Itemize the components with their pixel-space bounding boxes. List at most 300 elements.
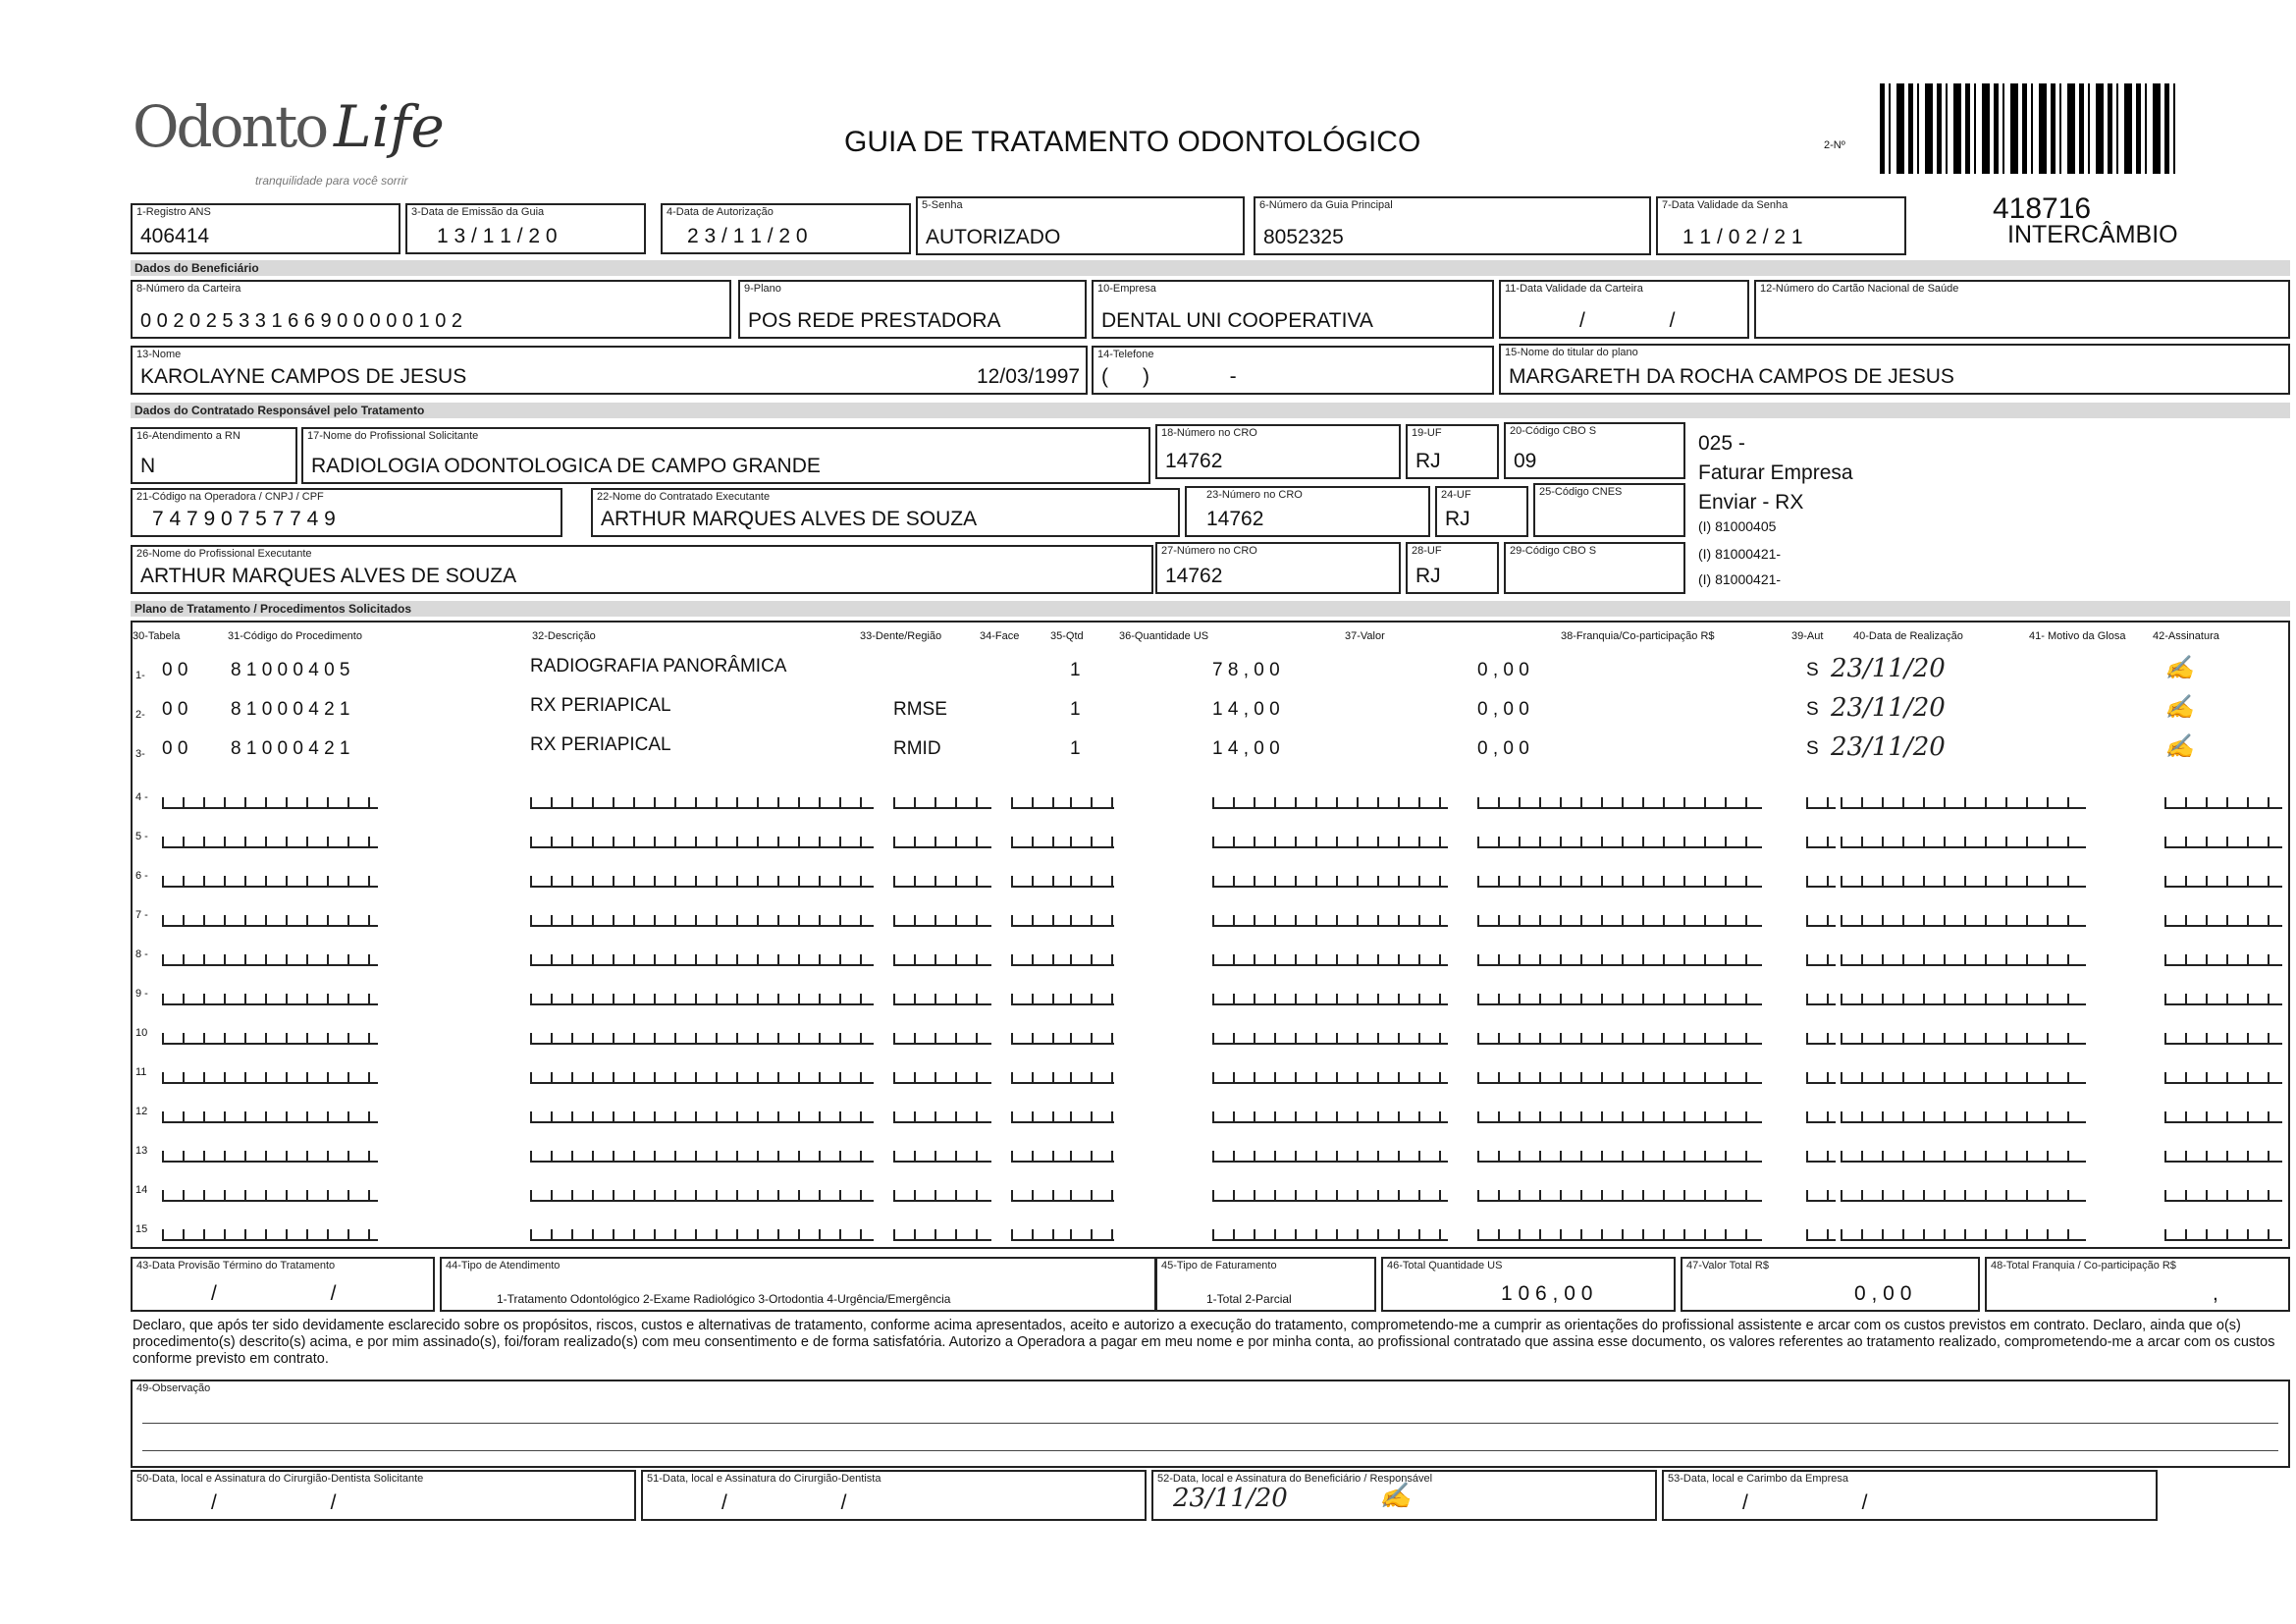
- row-input-line[interactable]: [162, 1111, 378, 1123]
- row-qtd: 1: [1070, 738, 1081, 759]
- row-input-line[interactable]: [1477, 1151, 1762, 1163]
- row-input-line[interactable]: [1806, 1190, 1836, 1202]
- row-number: 5 -: [135, 831, 148, 842]
- cbo-prof-field[interactable]: [1504, 542, 1685, 594]
- titular-value: MARGARETH DA ROCHA CAMPOS DE JESUS: [1509, 365, 1954, 388]
- executante-value: ARTHUR MARQUES ALVES DE SOUZA: [601, 508, 978, 530]
- row-input-line[interactable]: [1806, 1072, 1836, 1084]
- signature-solicitante-field[interactable]: [131, 1470, 636, 1521]
- atendimento-rn-label: 16-Atendimento a RN: [136, 430, 240, 442]
- declaration-text: Declaro, que após ter sido devidamente esclarecido sobre os propósitos, riscos, custos e alternativas de tratamento, conforme acima apresentados, aceito e autorizo a execução do tratamento, comprometendo-me a cumprir as orientações do profissional assistente e arcar com os custos previstos em contrato. Declaro, ainda que o(s) procedimento(s) descrito(s) acima, e por mim assinado(s), foi/foram realizado(s) com meu consentimento e de forma satisfatória. Autorizo a Operadora a pagar em meu nome e por minha conta, ao profissional contratado que assina esse documento, os valores referentes ao tratamento realizado, comprometendo-me a arcar com os custos conforme previsto em contrato.: [133, 1318, 2275, 1367]
- row-input-line[interactable]: [1477, 1111, 1762, 1123]
- row-input-line[interactable]: [893, 1033, 991, 1045]
- executante-field[interactable]: [591, 488, 1180, 537]
- solicitante-value: RADIOLOGIA ODONTOLOGICA DE CAMPO GRANDE: [311, 455, 821, 477]
- solicitante-field[interactable]: [301, 427, 1150, 484]
- row-input-line[interactable]: [530, 1151, 874, 1163]
- uf-solicitante-value: RJ: [1415, 450, 1441, 472]
- row-us: 1 4 , 0 0: [1212, 699, 1280, 720]
- row-input-line[interactable]: [162, 1033, 378, 1045]
- row-tabela: 0 0: [162, 738, 188, 759]
- row-input-line[interactable]: [1806, 994, 1836, 1005]
- table-row[interactable]: [133, 893, 2287, 931]
- tipo-faturamento-field[interactable]: [1155, 1257, 1376, 1312]
- row-input-line[interactable]: [893, 1229, 991, 1241]
- row-input-line[interactable]: [1841, 876, 2086, 888]
- side-note-1: 025 -: [1698, 432, 1745, 455]
- row-input-line[interactable]: [2164, 994, 2282, 1005]
- row-input-line[interactable]: [162, 1190, 378, 1202]
- row-input-line[interactable]: [1477, 954, 1762, 966]
- table-row[interactable]: [133, 972, 2287, 1009]
- row-input-line[interactable]: [893, 1111, 991, 1123]
- validade-senha-value: 1 1 / 0 2 / 2 1: [1682, 226, 1803, 248]
- signature-dentista-field[interactable]: [641, 1470, 1147, 1521]
- row-input-line[interactable]: [1212, 915, 1448, 927]
- plano-field[interactable]: [738, 280, 1087, 339]
- row-data: 23/11/20: [1831, 693, 1946, 723]
- row-input-line[interactable]: [1212, 994, 1448, 1005]
- total-franquia-label: 48-Total Franquia / Co-participação R$: [1991, 1260, 2176, 1272]
- data-autorizacao-field[interactable]: [661, 203, 911, 254]
- solicitante-label: 17-Nome do Profissional Solicitante: [307, 430, 479, 442]
- uf-prof-field[interactable]: [1406, 542, 1499, 594]
- row-input-line[interactable]: [1477, 1033, 1762, 1045]
- beneficiario-signature-icon: ✍: [1379, 1482, 1412, 1511]
- logo-name-a: Odonto: [133, 93, 327, 160]
- cro-solicitante-label: 18-Número no CRO: [1161, 427, 1257, 439]
- senha-field[interactable]: [916, 196, 1245, 255]
- row-input-line[interactable]: [162, 1151, 378, 1163]
- signature-beneficiario-label: 52-Data, local e Assinatura do Beneficiário / Responsável: [1157, 1473, 1433, 1485]
- row-descricao: RX PERIAPICAL: [530, 695, 671, 716]
- observacao-label: 49-Observação: [136, 1382, 211, 1394]
- row-input-line[interactable]: [1212, 1190, 1448, 1202]
- row-input-line[interactable]: [1806, 954, 1836, 966]
- row-input-line[interactable]: [2164, 954, 2282, 966]
- row-input-line[interactable]: [1212, 1151, 1448, 1163]
- row-input-line[interactable]: [1070, 1072, 1114, 1084]
- nome-value: KAROLAYNE CAMPOS DE JESUS: [140, 365, 467, 388]
- logo-tagline: tranquilidade para você sorrir: [255, 174, 408, 188]
- row-input-line[interactable]: [162, 994, 378, 1005]
- col-face: 34-Face: [980, 630, 1020, 642]
- row-input-line[interactable]: [1070, 876, 1114, 888]
- logo: [133, 93, 447, 191]
- row-data: 23/11/20: [1831, 732, 1946, 762]
- row-input-line[interactable]: [1806, 876, 1836, 888]
- row-input-line[interactable]: [1841, 954, 2086, 966]
- col-franquia: 38-Franquia/Co-participação R$: [1561, 630, 1715, 642]
- cro-executante-field[interactable]: [1185, 486, 1430, 537]
- col-us: 36-Quantidade US: [1119, 630, 1209, 642]
- empresa-value: DENTAL UNI COOPERATIVA: [1101, 309, 1373, 332]
- row-input-line[interactable]: [893, 837, 991, 848]
- row-input-line[interactable]: [893, 1190, 991, 1202]
- row-us: 7 8 , 0 0: [1212, 660, 1280, 680]
- data-autorizacao-label: 4-Data de Autorização: [667, 206, 774, 218]
- row-input-line[interactable]: [1841, 1190, 2086, 1202]
- row-input-line[interactable]: [1070, 915, 1114, 927]
- atendimento-rn-field[interactable]: [131, 427, 297, 484]
- row-signature-icon: ✍: [2164, 654, 2194, 681]
- cartao-sus-label: 12-Número do Cartão Nacional de Saúde: [1760, 283, 1959, 295]
- row-number: 7 -: [135, 909, 148, 921]
- table-row[interactable]: [133, 1129, 2287, 1166]
- data-emissao-field[interactable]: [405, 203, 646, 254]
- table-row[interactable]: [133, 1208, 2287, 1245]
- observacao-field[interactable]: [131, 1380, 2290, 1468]
- row-input-line[interactable]: [1806, 1229, 1836, 1241]
- row-input-line[interactable]: [530, 1229, 874, 1241]
- row-number: 6 -: [135, 870, 148, 882]
- row-number: 8 -: [135, 948, 148, 960]
- col-glosa: 41- Motivo da Glosa: [2029, 630, 2126, 642]
- uf-executante-field[interactable]: [1435, 486, 1528, 537]
- uf-prof-value: RJ: [1415, 565, 1441, 587]
- tipo-atendimento-value: 1-Tratamento Odontológico 2-Exame Radiológico 3-Ortodontia 4-Urgência/Emergência: [497, 1292, 951, 1306]
- row-input-line[interactable]: [530, 1072, 874, 1084]
- signature-dentista-label: 51-Data, local e Assinatura do Cirurgião-Dentista: [647, 1473, 881, 1485]
- row-input-line[interactable]: [1477, 797, 1762, 809]
- plano-label: 9-Plano: [744, 283, 781, 295]
- carteira-field[interactable]: [131, 280, 731, 339]
- cro-prof-value: 14762: [1165, 565, 1223, 587]
- row-input-line[interactable]: [530, 1033, 874, 1045]
- validade-carteira-field[interactable]: [1499, 280, 1749, 339]
- table-row[interactable]: [133, 933, 2287, 970]
- row-number: 3-: [135, 748, 145, 760]
- row-input-line[interactable]: [1841, 1033, 2086, 1045]
- row-input-line[interactable]: [162, 1072, 378, 1084]
- row-input-line[interactable]: [1011, 1190, 1070, 1202]
- row-input-line[interactable]: [1841, 837, 2086, 848]
- executante-label: 22-Nome do Contratado Executante: [597, 491, 771, 503]
- total-franquia-field[interactable]: [1985, 1257, 2290, 1312]
- cbo-solicitante-value: 09: [1514, 450, 1537, 472]
- row-input-line[interactable]: [893, 1151, 991, 1163]
- row-number: 14: [135, 1184, 148, 1196]
- table-row[interactable]: [133, 1168, 2287, 1206]
- col-assinatura: 42-Assinatura: [2153, 630, 2219, 642]
- row-qtd: 1: [1070, 660, 1081, 680]
- row-input-line[interactable]: [530, 915, 874, 927]
- prof-executante-field[interactable]: [131, 545, 1153, 594]
- signature-empresa-field[interactable]: [1662, 1470, 2158, 1521]
- total-us-field[interactable]: [1381, 1257, 1676, 1312]
- row-input-line[interactable]: [1070, 837, 1114, 848]
- guide-number: 418716: [1993, 192, 2092, 225]
- empresa-field[interactable]: [1092, 280, 1494, 339]
- nome-field[interactable]: [131, 346, 1088, 395]
- row-input-line[interactable]: [1841, 1151, 2086, 1163]
- row-input-line[interactable]: [1477, 915, 1762, 927]
- row-input-line[interactable]: [1011, 1151, 1070, 1163]
- table-row[interactable]: [133, 695, 2287, 732]
- row-input-line[interactable]: [1070, 1190, 1114, 1202]
- row-franquia: 0 , 0 0: [1477, 660, 1529, 680]
- row-input-line[interactable]: [1806, 837, 1836, 848]
- uf-executante-value: RJ: [1445, 508, 1470, 530]
- row-input-line[interactable]: [1011, 1111, 1070, 1123]
- row-dente: RMSE: [893, 699, 947, 720]
- row-input-line[interactable]: [2164, 876, 2282, 888]
- row-input-line[interactable]: [893, 994, 991, 1005]
- signature-empresa-label: 53-Data, local e Carimbo da Empresa: [1668, 1473, 1849, 1485]
- side-note-3: Enviar - RX: [1698, 491, 1804, 514]
- empty-rows: [133, 776, 2287, 1247]
- titular-field[interactable]: [1499, 344, 2290, 395]
- guide-number-label: 2-Nº: [1824, 139, 1845, 151]
- row-input-line[interactable]: [1011, 1229, 1070, 1241]
- table-row[interactable]: [133, 854, 2287, 892]
- row-input-line[interactable]: [1011, 994, 1070, 1005]
- row-input-line[interactable]: [1806, 1033, 1836, 1045]
- page-title: GUIA DE TRATAMENTO ODONTOLÓGICO: [844, 126, 1421, 158]
- row-input-line[interactable]: [893, 1072, 991, 1084]
- signature-beneficiario-value: 23/11/20: [1173, 1484, 1288, 1513]
- row-input-line[interactable]: [162, 915, 378, 927]
- row-input-line[interactable]: [530, 876, 874, 888]
- row-number: 15: [135, 1223, 148, 1235]
- row-codigo: 8 1 0 0 0 4 2 1: [231, 738, 350, 759]
- atendimento-rn-value: N: [140, 455, 156, 477]
- row-input-line[interactable]: [1070, 1033, 1114, 1045]
- telefone-value: ( ) -: [1101, 365, 1237, 388]
- row-input-line[interactable]: [530, 1190, 874, 1202]
- row-input-line[interactable]: [1841, 915, 2086, 927]
- cro-executante-value: 14762: [1206, 508, 1264, 530]
- cro-solicitante-field[interactable]: [1155, 424, 1401, 479]
- col-qtd: 35-Qtd: [1050, 630, 1084, 642]
- row-input-line[interactable]: [162, 954, 378, 966]
- row-aut: S: [1806, 660, 1819, 680]
- row-input-line[interactable]: [1011, 797, 1070, 809]
- side-note-2: Faturar Empresa: [1698, 461, 1853, 484]
- row-number: 4 -: [135, 791, 148, 803]
- row-input-line[interactable]: [1070, 797, 1114, 809]
- guia-principal-label: 6-Número da Guia Principal: [1259, 199, 1393, 211]
- col-descricao: 32-Descrição: [532, 630, 596, 642]
- row-input-line[interactable]: [530, 1111, 874, 1123]
- uf-prof-label: 28-UF: [1412, 545, 1442, 557]
- side-note-6: (I) 81000421-: [1698, 571, 1782, 587]
- row-input-line[interactable]: [1841, 994, 2086, 1005]
- row-input-line[interactable]: [1011, 954, 1070, 966]
- row-input-line[interactable]: [1806, 797, 1836, 809]
- previsao-label: 43-Data Provisão Término do Tratamento: [136, 1260, 336, 1272]
- table-row[interactable]: [133, 815, 2287, 852]
- uf-solicitante-field[interactable]: [1406, 424, 1499, 479]
- row-input-line[interactable]: [1806, 1111, 1836, 1123]
- row-input-line[interactable]: [1841, 797, 2086, 809]
- row-input-line[interactable]: [162, 837, 378, 848]
- guia-principal-field[interactable]: [1254, 196, 1651, 255]
- row-input-line[interactable]: [530, 954, 874, 966]
- row-input-line[interactable]: [530, 994, 874, 1005]
- row-franquia: 0 , 0 0: [1477, 699, 1529, 720]
- col-tabela: 30-Tabela: [133, 630, 181, 642]
- cbo-solicitante-field[interactable]: [1504, 422, 1685, 479]
- prof-executante-label: 26-Nome do Profissional Executante: [136, 548, 312, 560]
- row-input-line[interactable]: [1477, 1229, 1762, 1241]
- row-input-line[interactable]: [2164, 1033, 2282, 1045]
- row-input-line[interactable]: [2164, 1190, 2282, 1202]
- row-input-line[interactable]: [2164, 1229, 2282, 1241]
- row-input-line[interactable]: [893, 797, 991, 809]
- table-row[interactable]: [133, 734, 2287, 772]
- table-row[interactable]: [133, 1011, 2287, 1049]
- row-descricao: RADIOGRAFIA PANORÂMICA: [530, 656, 787, 677]
- row-input-line[interactable]: [1806, 915, 1836, 927]
- total-us-label: 46-Total Quantidade US: [1387, 1260, 1503, 1272]
- row-input-line[interactable]: [1212, 1033, 1448, 1045]
- previsao-field[interactable]: [131, 1257, 435, 1312]
- telefone-field[interactable]: [1092, 346, 1494, 395]
- row-input-line[interactable]: [162, 1229, 378, 1241]
- senha-label: 5-Senha: [922, 199, 963, 211]
- logo-name-b: Life: [334, 93, 445, 160]
- row-input-line[interactable]: [1011, 915, 1070, 927]
- section-contratado: Dados do Contratado Responsável pelo Tratamento: [131, 403, 2290, 418]
- cnes-field[interactable]: [1533, 483, 1685, 537]
- row-aut: S: [1806, 738, 1819, 759]
- tipo-atendimento-label: 44-Tipo de Atendimento: [446, 1260, 561, 1272]
- cpf-field[interactable]: [131, 488, 562, 537]
- nome-label: 13-Nome: [136, 349, 182, 360]
- row-input-line[interactable]: [1841, 1072, 2086, 1084]
- col-codigo: 31-Código do Procedimento: [228, 630, 362, 642]
- row-input-line[interactable]: [1212, 1111, 1448, 1123]
- previsao-value: / /: [211, 1282, 391, 1305]
- row-input-line[interactable]: [1477, 1072, 1762, 1084]
- cbo-solicitante-label: 20-Código CBO S: [1510, 425, 1597, 437]
- carteira-label: 8-Número da Carteira: [136, 283, 241, 295]
- row-input-line[interactable]: [893, 954, 991, 966]
- row-input-line[interactable]: [2164, 1111, 2282, 1123]
- registro-ans-label: 1-Registro ANS: [136, 206, 211, 218]
- signature-beneficiario-field[interactable]: [1151, 1470, 1657, 1521]
- table-row[interactable]: [133, 656, 2287, 693]
- signature-solicitante-value: / /: [211, 1491, 391, 1514]
- row-number: 2-: [135, 709, 145, 721]
- row-input-line[interactable]: [1477, 876, 1762, 888]
- row-input-line[interactable]: [1011, 1072, 1070, 1084]
- row-input-line[interactable]: [1070, 1229, 1114, 1241]
- validade-carteira-value: / /: [1579, 309, 1715, 332]
- row-input-line[interactable]: [1477, 837, 1762, 848]
- section-plano: Plano de Tratamento / Procedimentos Solicitados: [131, 601, 2290, 617]
- row-input-line[interactable]: [1477, 1190, 1762, 1202]
- row-number: 1-: [135, 670, 145, 681]
- titular-label: 15-Nome do titular do plano: [1505, 347, 1638, 358]
- row-input-line[interactable]: [2164, 837, 2282, 848]
- row-input-line[interactable]: [1212, 1072, 1448, 1084]
- row-input-line[interactable]: [1011, 1033, 1070, 1045]
- row-input-line[interactable]: [1011, 876, 1070, 888]
- row-us: 1 4 , 0 0: [1212, 738, 1280, 759]
- cro-solicitante-value: 14762: [1165, 450, 1223, 472]
- row-input-line[interactable]: [2164, 915, 2282, 927]
- row-dente: RMID: [893, 738, 941, 759]
- row-input-line[interactable]: [1212, 1229, 1448, 1241]
- valor-total-field[interactable]: [1681, 1257, 1980, 1312]
- row-input-line[interactable]: [893, 915, 991, 927]
- table-row[interactable]: [133, 776, 2287, 813]
- row-input-line[interactable]: [1212, 876, 1448, 888]
- row-input-line[interactable]: [1212, 797, 1448, 809]
- signature-solicitante-label: 50-Data, local e Assinatura do Cirurgião-Dentista Solicitante: [136, 1473, 424, 1485]
- table-row[interactable]: [133, 1090, 2287, 1127]
- plano-value: POS REDE PRESTADORA: [748, 309, 1001, 332]
- data-emissao-label: 3-Data de Emissão da Guia: [411, 206, 545, 218]
- col-data: 40-Data de Realização: [1853, 630, 1963, 642]
- table-row[interactable]: [133, 1051, 2287, 1088]
- col-dente: 33-Dente/Região: [860, 630, 942, 642]
- data-emissao-value: 1 3 / 1 1 / 2 0: [437, 225, 558, 247]
- tipo-faturamento-value: 1-Total 2-Parcial: [1206, 1292, 1292, 1306]
- cpf-value: 7 4 7 9 0 7 5 7 7 4 9: [152, 508, 336, 530]
- row-input-line[interactable]: [1477, 994, 1762, 1005]
- row-aut: S: [1806, 699, 1819, 720]
- row-input-line[interactable]: [1011, 837, 1070, 848]
- row-codigo: 8 1 0 0 0 4 0 5: [231, 660, 350, 680]
- row-input-line[interactable]: [2164, 797, 2282, 809]
- row-input-line[interactable]: [1070, 954, 1114, 966]
- validade-senha-field[interactable]: [1656, 196, 1906, 255]
- row-qtd: 1: [1070, 699, 1081, 720]
- row-input-line[interactable]: [1070, 1111, 1114, 1123]
- cro-prof-field[interactable]: [1155, 542, 1401, 594]
- row-input-line[interactable]: [1070, 994, 1114, 1005]
- row-input-line[interactable]: [893, 876, 991, 888]
- row-input-line[interactable]: [2164, 1072, 2282, 1084]
- row-number: 11: [135, 1066, 147, 1078]
- side-note-5: (I) 81000421-: [1698, 546, 1782, 562]
- tipo-faturamento-label: 45-Tipo de Faturamento: [1161, 1260, 1277, 1272]
- row-input-line[interactable]: [530, 797, 874, 809]
- registro-ans-field[interactable]: [131, 203, 400, 254]
- row-input-line[interactable]: [1841, 1111, 2086, 1123]
- validade-carteira-label: 11-Data Validade da Carteira: [1505, 283, 1643, 295]
- row-input-line[interactable]: [530, 837, 874, 848]
- row-input-line[interactable]: [1212, 837, 1448, 848]
- birth-date: 12/03/1997: [977, 365, 1081, 388]
- guide-type: INTERCÂMBIO: [2007, 221, 2178, 248]
- cro-executante-label: 23-Número no CRO: [1206, 489, 1303, 501]
- cro-prof-label: 27-Número no CRO: [1161, 545, 1257, 557]
- cartao-sus-field[interactable]: [1754, 280, 2290, 339]
- row-number: 13: [135, 1145, 148, 1157]
- observacao-line: [142, 1423, 2278, 1424]
- row-input-line[interactable]: [1212, 954, 1448, 966]
- row-franquia: 0 , 0 0: [1477, 738, 1529, 759]
- row-descricao: RX PERIAPICAL: [530, 734, 671, 755]
- row-signature-icon: ✍: [2164, 693, 2194, 721]
- row-input-line[interactable]: [1806, 1151, 1836, 1163]
- tipo-atendimento-field[interactable]: [440, 1257, 1156, 1312]
- row-input-line[interactable]: [162, 876, 378, 888]
- guia-principal-value: 8052325: [1263, 226, 1344, 248]
- row-input-line[interactable]: [2164, 1151, 2282, 1163]
- cpf-label: 21-Código na Operadora / CNPJ / CPF: [136, 491, 324, 503]
- col-valor: 37-Valor: [1345, 630, 1385, 642]
- row-input-line[interactable]: [162, 797, 378, 809]
- signature-empresa-value: / /: [1742, 1491, 1922, 1514]
- senha-value: AUTORIZADO: [926, 226, 1061, 248]
- row-input-line[interactable]: [1841, 1229, 2086, 1241]
- row-input-line[interactable]: [1070, 1151, 1114, 1163]
